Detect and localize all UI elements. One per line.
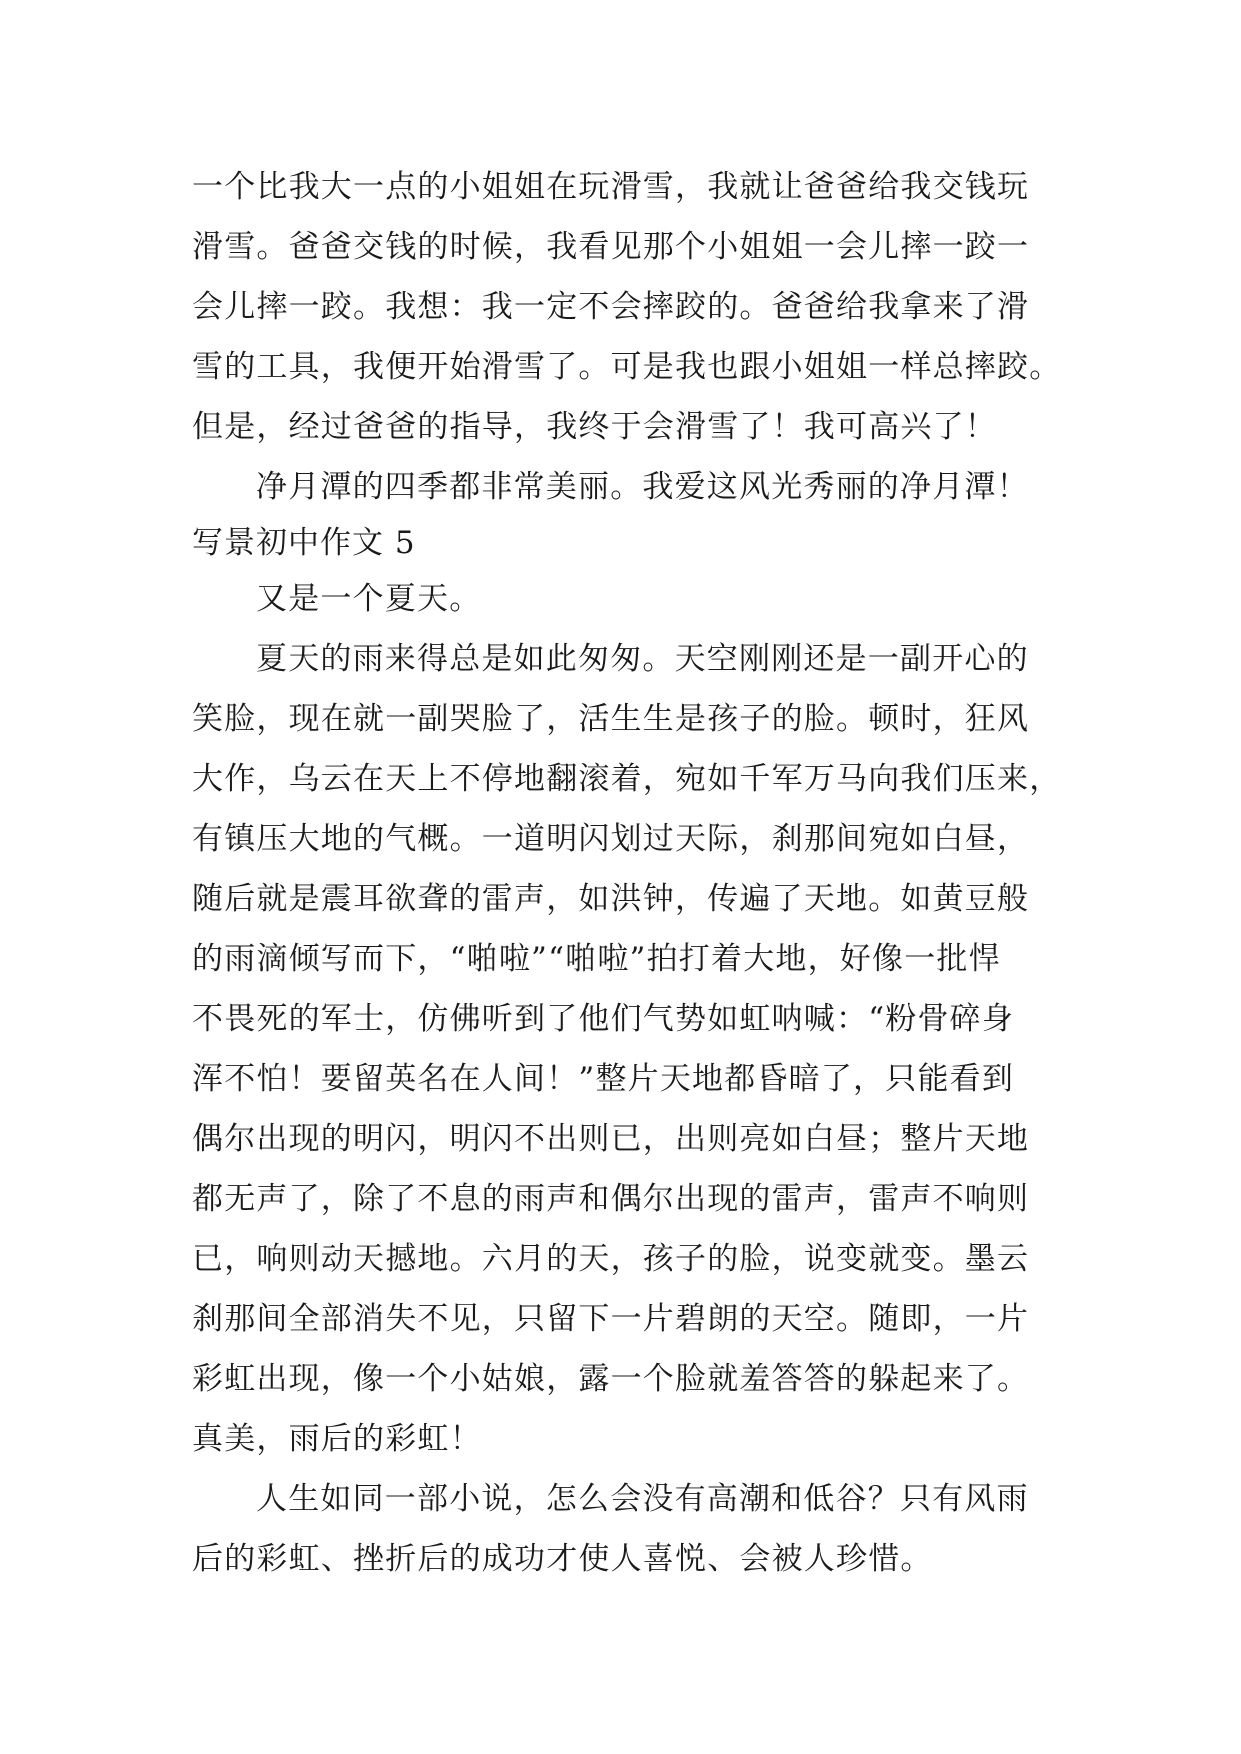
text-line: 一个比我大一点的小姐姐在玩滑雪，我就让爸爸给我交钱玩: [192, 169, 1030, 205]
text-line: 会儿摔一跤。我想：我一定不会摔跤的。爸爸给我拿来了滑: [192, 289, 1030, 325]
text-line: 滑雪。爸爸交钱的时候，我看见那个小姐姐一会儿摔一跤一: [192, 229, 1030, 265]
text-line: 刹那间全部消失不见，只留下一片碧朗的天空。随即，一片: [192, 1301, 1030, 1337]
text-line: 不畏死的军士，仿佛听到了他们气势如虹呐喊：“粉骨碎身: [192, 1001, 1015, 1037]
paragraph-first-line: 又是一个夏天。: [256, 581, 482, 617]
text-line: 笑脸，现在就一副哭脸了，活生生是孩子的脸。顿时，狂风: [192, 701, 1030, 737]
article-body: [192, 157, 1072, 1589]
text-line: 已，响则动天撼地。六月的天，孩子的脸，说变就变。墨云: [192, 1241, 1030, 1277]
text-line: 大作，乌云在天上不停地翻滚着，宛如千军万马向我们压来，: [192, 761, 1062, 797]
text-line: 随后就是震耳欲聋的雷声，如洪钟，传遍了天地。如黄豆般: [192, 881, 1030, 917]
text-line: 雪的工具，我便开始滑雪了。可是我也跟小姐姐一样总摔跤。: [192, 349, 1062, 385]
text-line: 都无声了，除了不息的雨声和偶尔出现的雷声，雷声不响则: [192, 1181, 1030, 1217]
paragraph-first-line: 人生如同一部小说，怎么会没有高潮和低谷？只有风雨: [256, 1481, 1029, 1517]
text-line: 有镇压大地的气概。一道明闪划过天际，刹那间宛如白昼，: [192, 821, 1030, 857]
text-line: 偶尔出现的明闪，明闪不出则已，出则亮如白昼；整片天地: [192, 1121, 1030, 1157]
paragraph-first-line: 夏天的雨来得总是如此匆匆。天空刚刚还是一副开心的: [256, 641, 1029, 677]
text-line: 真美，雨后的彩虹！: [192, 1421, 482, 1457]
text-line: 后的彩虹、挫折后的成功才使人喜悦、会被人珍惜。: [192, 1541, 933, 1577]
text-line: 但是，经过爸爸的指导，我终于会滑雪了！我可高兴了！: [192, 409, 997, 445]
section-heading: 写景初中作文 5: [192, 525, 416, 561]
text-line: 的雨滴倾写而下，“啪啦”“啪啦”拍打着大地，好像一批悍: [192, 941, 1001, 977]
text-line: 彩虹出现，像一个小姑娘，露一个脸就羞答答的躲起来了。: [192, 1361, 1030, 1397]
paragraph-first-line: 净月潭的四季都非常美丽。我爱这风光秀丽的净月潭！: [256, 469, 1029, 505]
text-line: 浑不怕！要留英名在人间！”整片天地都昏暗了，只能看到: [192, 1061, 1015, 1097]
